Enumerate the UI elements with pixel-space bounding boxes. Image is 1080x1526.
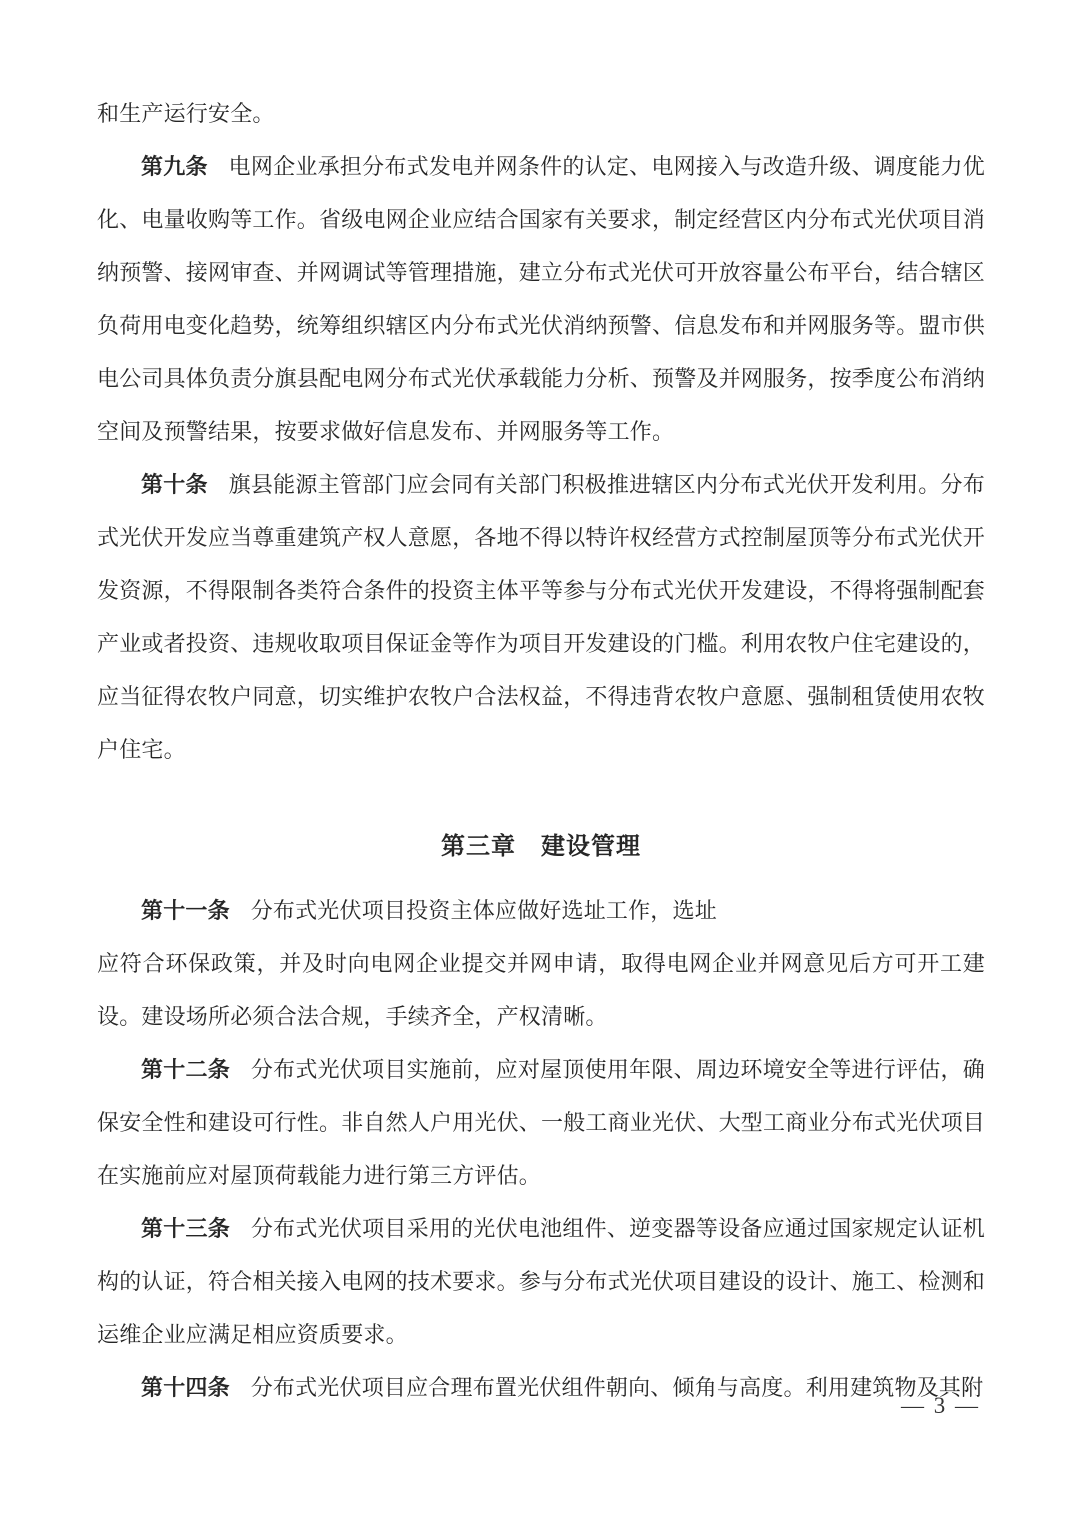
page-number: — 3 — [901,1393,980,1418]
article-text: 电网企业承担分布式发电并网条件的认定、电网接入与改造升级、调度能力优化、电量收购等工作。省级电网企业应结合国家有关要求，制定经营区内分布式光伏项目消纳预警、接网审查、并网调试等管理措施，建立分布式光伏可开放容量公布平台，结合辖区负荷用电变化趋势，统筹组织辖区内分布式光伏消纳预警、信息发布和并网服务等。盟市供电公司具体负责分旗县配电网分布式光伏承载能力分析、预警及并网服务，按季度公布消纳空间及预警结果，按要求做好信息发布、并网服务等工作。 [97,154,986,444]
article-paragraph [97,884,985,937]
article-number-label: 第十三条 [141,1216,230,1241]
article-number-label: 第十一条 [141,898,230,923]
article-paragraph [97,458,985,776]
article-paragraph [97,1361,985,1414]
article-text: 旗县能源主管部门应会同有关部门积极推进辖区内分布式光伏开发利用。分布式光伏开发应当尊重建筑产权人意愿，各地不得以特许权经营方式控制屋顶等分布式光伏开发资源，不得限制各类符合条件的投资主体平等参与分布式光伏开发建设，不得将强制配套产业或者投资、违规收取项目保证金等作为项目开发建设的门槛。利用农牧户住宅建设的，应当征得农牧户同意，切实维护农牧户合法权益，不得违背农牧户意愿、强制租赁使用农牧户住宅。 [97,472,986,762]
document-body [97,87,985,1414]
article-text: 分布式光伏项目采用的光伏电池组件、逆变器等设备应通过国家规定认证机构的认证，符合相关接入电网的技术要求。参与分布式光伏项目建设的设计、施工、检测和运维企业应满足相应资质要求。 [97,1216,986,1347]
paragraph-continuation: 和生产运行安全。 [97,101,275,126]
chapter-heading: 第三章 建设管理 [441,833,641,860]
article-number-label: 第十条 [141,472,208,497]
article-text: 分布式光伏项目投资主体应做好选址工作，选址 [250,898,717,923]
paragraph-continuation: 应符合环保政策，并及时向电网企业提交并网申请，取得电网企业并网意见后方可开工建设。建设场所必须合法合规，手续齐全，产权清晰。 [97,951,985,1029]
article-number-label: 第十四条 [141,1375,230,1400]
article-paragraph [97,140,985,458]
article-number-label: 第十二条 [141,1057,230,1082]
article-text: 分布式光伏项目实施前，应对屋顶使用年限、周边环境安全等进行评估，确保安全性和建设可行性。非自然人户用光伏、一般工商业光伏、大型工商业分布式光伏项目在实施前应对屋顶荷载能力进行第三方评估。 [97,1057,986,1188]
article-text: 分布式光伏项目应合理布置光伏组件朝向、倾角与高度。利用建筑物及其附 [250,1375,984,1400]
article-paragraph [97,1202,985,1361]
article-number-label: 第九条 [141,154,208,179]
article-paragraph [97,1043,985,1202]
